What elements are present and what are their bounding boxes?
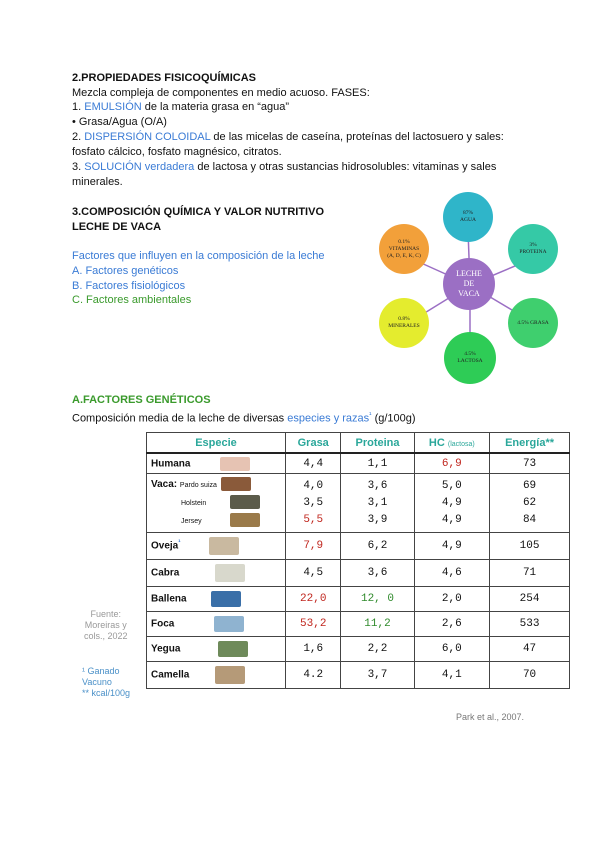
table-row bbox=[147, 533, 570, 560]
cell-grasa: 4.2 bbox=[286, 662, 341, 689]
species-vaca bbox=[147, 474, 286, 533]
cell-hc: 4,6 bbox=[414, 560, 490, 587]
section-2-intro: Mezcla compleja de componentes en medio acuoso. FASES: bbox=[72, 87, 370, 99]
value: 4,9 bbox=[441, 513, 462, 526]
cell-hc: 6,0 bbox=[414, 637, 490, 662]
value: 4,9 bbox=[441, 496, 462, 509]
species-name: Yegua bbox=[151, 643, 181, 655]
value: 5,0 bbox=[441, 479, 462, 492]
factor-physiological: B. Factores fisiológicos bbox=[72, 280, 186, 292]
cell-energia: 71 bbox=[490, 560, 570, 587]
phase-2-keyword: DISPERSIÓN COLOIDAL bbox=[84, 131, 211, 143]
section-3-title-line2: LECHE DE VACA bbox=[72, 221, 162, 233]
table-row bbox=[147, 453, 570, 474]
source-line: cols., 2022 bbox=[84, 631, 128, 641]
cell-proteina: 2,2 bbox=[341, 637, 414, 662]
source-line: Fuente: bbox=[90, 609, 122, 619]
species-camella bbox=[147, 662, 286, 689]
table-header-row bbox=[147, 433, 570, 454]
phase-3-keyword: SOLUCIÓN verdadera bbox=[84, 161, 195, 173]
cell-hc bbox=[414, 474, 490, 533]
cell-grasa: 1,6 bbox=[286, 637, 341, 662]
species-name: Humana bbox=[151, 458, 191, 470]
cow-photo bbox=[230, 495, 260, 509]
species-name: Camella bbox=[151, 669, 190, 681]
species-name: Foca bbox=[151, 618, 175, 630]
circle-agua: 87% AGUA bbox=[443, 192, 493, 242]
footnote-line: ** kcal/100g bbox=[82, 688, 131, 698]
factors-title: Factores que influyen en la composición de la leche bbox=[72, 250, 325, 262]
phase-3-text: de lactosa y otras sustancias hidrosolubles: vitaminas y sales bbox=[194, 161, 497, 173]
cell-grasa bbox=[286, 474, 341, 533]
source-line: Moreiras y bbox=[84, 620, 127, 630]
baby-photo bbox=[220, 457, 250, 471]
circle-proteina: 3% PROTEINA bbox=[508, 224, 558, 274]
phase-3-cont: minerales. bbox=[72, 176, 123, 188]
cell-grasa: 4,5 bbox=[286, 560, 341, 587]
value: 3,9 bbox=[367, 513, 388, 526]
subtitle-keyword: especies y razas bbox=[287, 412, 370, 425]
cell-energia: 73 bbox=[490, 453, 570, 474]
table-row bbox=[147, 612, 570, 637]
cell-energia bbox=[490, 474, 570, 533]
species-name: Vaca: bbox=[151, 479, 178, 490]
circle-lactosa: 4.5% LACTOSA bbox=[444, 332, 496, 384]
phase-1-sub: • Grasa/Agua (O/A) bbox=[72, 116, 167, 128]
header-grasa: Grasa bbox=[286, 433, 341, 454]
species-humana bbox=[147, 453, 286, 474]
cell-energia: 47 bbox=[490, 637, 570, 662]
footnote-line: ¹ Ganado bbox=[82, 666, 120, 676]
cell-proteina: 3,7 bbox=[341, 662, 414, 689]
cell-proteina: 1,1 bbox=[341, 453, 414, 474]
cell-hc: 2,0 bbox=[414, 587, 490, 612]
phase-3-num: 3. bbox=[72, 161, 85, 173]
cell-proteina: 3,6 bbox=[341, 560, 414, 587]
cell-proteina: 11,2 bbox=[341, 612, 414, 637]
header-hc-label: HC bbox=[428, 436, 445, 449]
breed-name: Jersey bbox=[181, 518, 202, 525]
header-proteina: Proteina bbox=[341, 433, 414, 454]
horse-photo bbox=[218, 641, 248, 657]
cell-hc: 2,6 bbox=[414, 612, 490, 637]
value: 3,1 bbox=[367, 496, 388, 509]
phase-2-cont: fosfato cálcico, fosfato magnésico, citratos. bbox=[72, 146, 282, 158]
phase-1-text: de la materia grasa en “agua” bbox=[141, 101, 290, 113]
header-hc-sub: (lactosa) bbox=[447, 440, 475, 448]
value: 3,5 bbox=[303, 496, 324, 509]
header-energia: Energía** bbox=[490, 433, 570, 454]
breed-name: Pardo suiza bbox=[179, 482, 217, 489]
header-especie: Especie bbox=[147, 433, 286, 454]
phase-2 bbox=[72, 130, 504, 144]
section-a-title: A.FACTORES GENÉTICOS bbox=[72, 394, 211, 406]
cell-proteina: 6,2 bbox=[341, 533, 414, 560]
factor-environmental: C. Factores ambientales bbox=[72, 294, 192, 306]
cow-photo bbox=[230, 513, 260, 527]
species-name: Cabra bbox=[151, 567, 180, 579]
source-note bbox=[84, 609, 128, 642]
species-sup: ¹ bbox=[178, 539, 181, 547]
table-row bbox=[147, 560, 570, 587]
circle-vitaminas: 0.1% VITAMINAS (A, D, E, K, C) bbox=[379, 224, 429, 274]
section-2-title: 2.PROPIEDADES FISICOQUÍMICAS bbox=[72, 72, 256, 84]
table-row bbox=[147, 637, 570, 662]
cell-energia: 533 bbox=[490, 612, 570, 637]
species-yegua bbox=[147, 637, 286, 662]
subtitle-sup: ¹ bbox=[369, 412, 372, 419]
value: 5,5 bbox=[303, 513, 324, 526]
value: 4,0 bbox=[303, 479, 324, 492]
species-name: Ballena bbox=[151, 593, 187, 605]
subtitle-pre: Composición media de la leche de diversas bbox=[72, 412, 288, 425]
cell-hc: 4,9 bbox=[414, 533, 490, 560]
cow-photo bbox=[221, 477, 251, 491]
cell-hc: 4,1 bbox=[414, 662, 490, 689]
table-row bbox=[147, 587, 570, 612]
section-3-title-line1: 3.COMPOSICIÓN QUÍMICA Y VALOR NUTRITIVO bbox=[72, 206, 325, 218]
species-ballena bbox=[147, 587, 286, 612]
table-row-vaca bbox=[147, 474, 570, 533]
table-row bbox=[147, 662, 570, 689]
phase-1-num: 1. bbox=[72, 101, 85, 113]
circle-leche-de-vaca: LECHE DE VACA bbox=[443, 258, 495, 310]
phase-3 bbox=[72, 160, 496, 174]
cell-grasa: 22,0 bbox=[286, 587, 341, 612]
phase-1 bbox=[72, 100, 289, 114]
sheep-photo bbox=[209, 537, 239, 555]
species-name: Oveja bbox=[151, 540, 179, 552]
seal-photo bbox=[214, 616, 244, 632]
circle-minerales: 0.8% MINERALES bbox=[379, 298, 429, 348]
header-hc bbox=[414, 433, 490, 454]
species-oveja bbox=[147, 533, 286, 560]
cell-energia: 105 bbox=[490, 533, 570, 560]
cell-proteina: 12, 0 bbox=[341, 587, 414, 612]
value: 84 bbox=[522, 513, 537, 526]
section-a-subtitle bbox=[72, 409, 416, 426]
goat-photo bbox=[215, 564, 245, 582]
footnotes bbox=[82, 666, 130, 699]
cell-grasa: 53,2 bbox=[286, 612, 341, 637]
species-foca bbox=[147, 612, 286, 637]
species-cabra bbox=[147, 560, 286, 587]
composition-table bbox=[146, 432, 570, 689]
park-citation: Park et al., 2007. bbox=[456, 712, 525, 722]
cell-grasa: 7,9 bbox=[286, 533, 341, 560]
camel-photo bbox=[215, 666, 245, 684]
whale-photo bbox=[211, 591, 241, 607]
phase-1-keyword: EMULSIÓN bbox=[84, 101, 142, 113]
cell-proteina bbox=[341, 474, 414, 533]
value: 3,6 bbox=[367, 479, 388, 492]
value: 62 bbox=[522, 496, 537, 509]
phase-2-text: de las micelas de caseína, proteínas del lactosuero y sales: bbox=[210, 131, 504, 143]
value: 69 bbox=[522, 479, 537, 492]
factor-genetic: A. Factores genéticos bbox=[72, 265, 179, 277]
cell-energia: 254 bbox=[490, 587, 570, 612]
cell-grasa: 4,4 bbox=[286, 453, 341, 474]
footnote-line: Vacuno bbox=[82, 677, 112, 687]
breed-name: Holstein bbox=[181, 500, 207, 507]
cell-energia: 70 bbox=[490, 662, 570, 689]
circle-grasa: 4.5% GRASA bbox=[508, 298, 558, 348]
phase-2-num: 2. bbox=[72, 131, 85, 143]
subtitle-post: (g/100g) bbox=[371, 412, 416, 425]
cell-hc: 6,9 bbox=[414, 453, 490, 474]
